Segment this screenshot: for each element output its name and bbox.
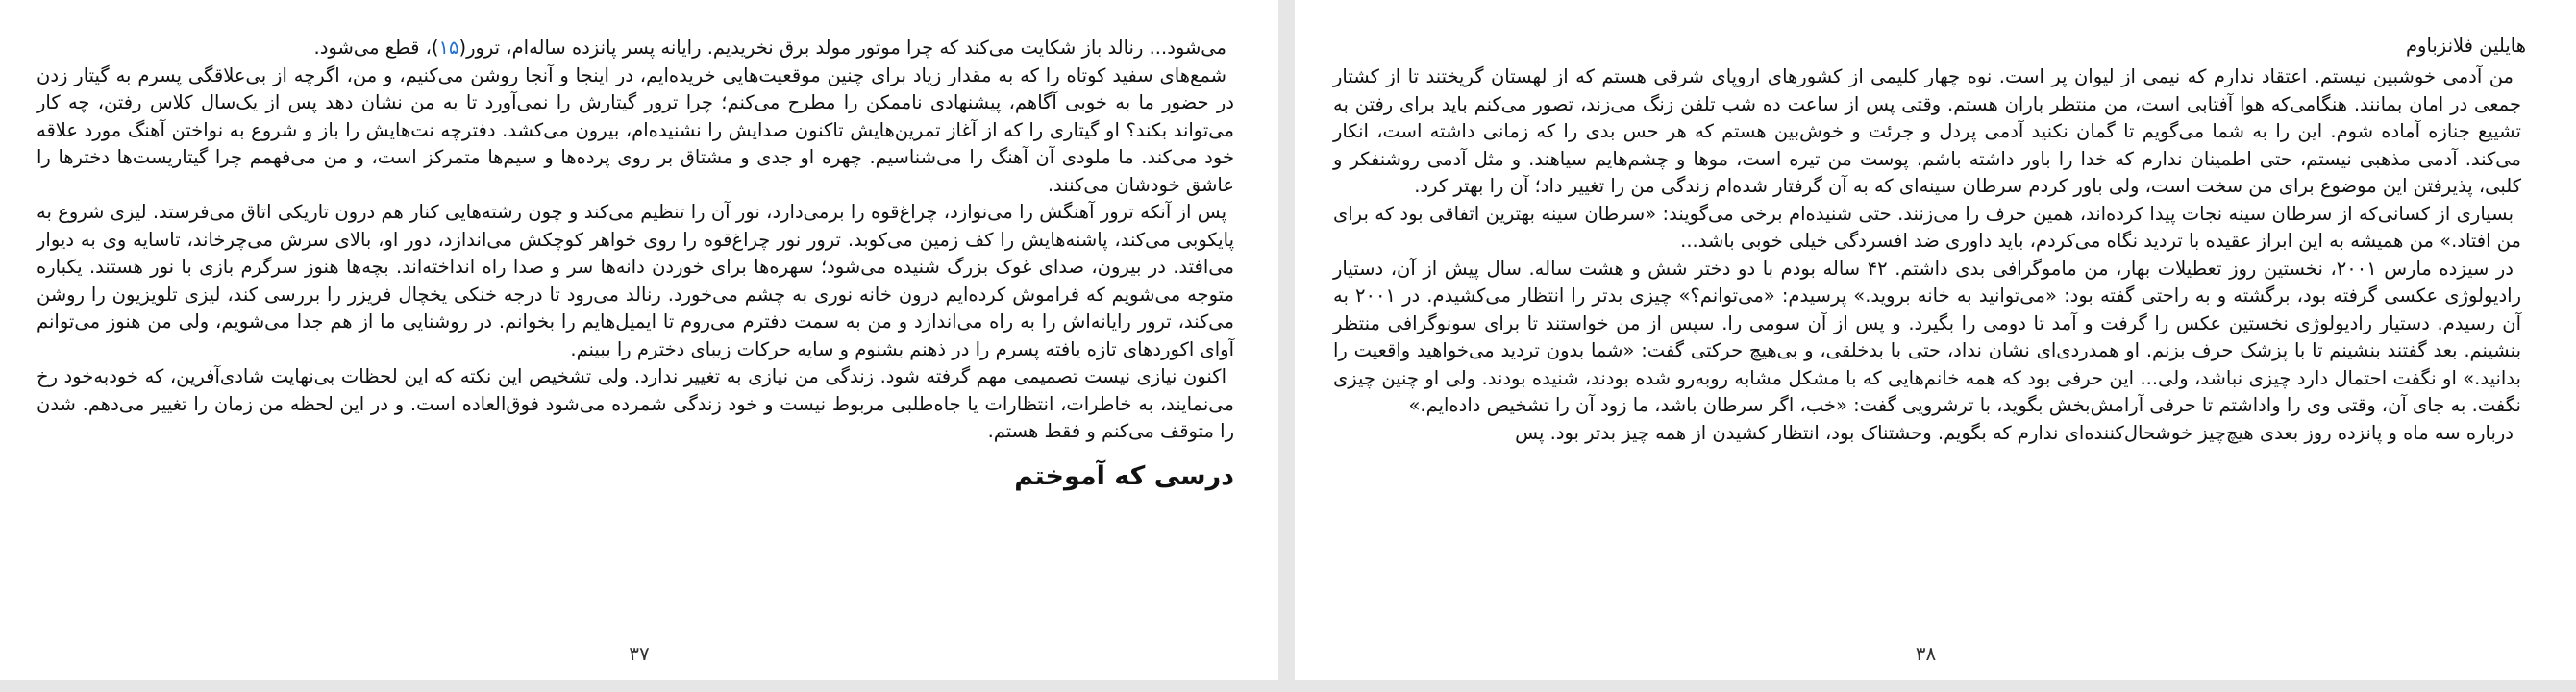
footnote-link[interactable]: ۱۵ [438, 37, 459, 59]
viewer-bottom-edge [0, 680, 2576, 692]
paragraph: بسیاری از کسانی‌که از سرطان سینه نجات پیدا کرده‌اند، همین حرف را می‌زنند. حتی شنیده‌ام برخی می‌گویند: «سرطان سینه بهترین اتفاقی بود که برای من افتاد.» من همیشه به این ابراز عقیده با تردید نگاه می‌کردم، باید داوری ضد افسردگی خیلی خوبی باشد... [1333, 202, 2521, 252]
paragraph: می‌شود... رنالد باز شکایت می‌کند که چرا موتور مولد برق نخریدیم. رایانه پسر پانزده ساله‌ام، ترور(۱۵)، قطع می‌شود. [313, 37, 1226, 59]
paragraph: در سیزده مارس ۲۰۰۱، نخستین روز تعطیلات بهار، من ماموگرافی بدی داشتم. ۴۲ ساله بودم با دو دختر شش و هشت ساله. سال پیش از آن، دستیار رادیولوژی عکسی گرفته بود، برگشته و به راحتی گفته بود: «می‌توانید به خانه بروید.» پرسیدم: «می‌توانم؟» چیزی بدتر را انتظار می‌کشیدم. در ۲۰۰۱ به آن رسیدم. دستیار رادیولوژی نخستین عکس را گرفت و آمد تا دومی را بگیرد. و پس از آن سومی را. سپس از من خواستند تا برای سونوگرافی منتظر بنشینم. بعد گفتند بنشینم تا با پزشک حرف بزنم. او همدردی‌ای نشان نداد، حتی با بدخلقی، و بی‌هیچ حرکتی گفت: «شما بدون تردید می‌خواهید واقعیت را بدانید.» او نگفت احتمال دارد چیزی نباشد، ولی... این حرفی بود که همه خانم‌هایی که با مشکل مشابه روبه‌رو شده بودند، شنیده بودند. ولی او چنین چیزی نگفت. به جای آن، وقتی وی را واداشتم تا حرفی آرامش‌بخش بگوید، با ترشرویی گفت: «خب، اگر سرطان باشد، ما زود آن را تشخیص داده‌ایم.» [1333, 257, 2521, 416]
paragraph: من آدمی خوشبین نیستم. اعتقاد ندارم که نیمی از لیوان پر است. نوه چهار کلیمی از کشورهای اروپای شرقی هستم که از لهستان گریختند تا از کشتار جمعی در امان بمانند. هنگامی‌که هوا آفتابی است، من منتظر باران هستم. وقتی پس از ساعت ده شب تلفن زنگ می‌زند، تصور می‌کنم باید برای رفتن به تشییع جنازه آماده شوم. این را به شما می‌گویم تا گمان نکنید آدمی پردل و جرئت و خوش‌بین هستم که هر حس بدی را که زمانی داشته است، انکار می‌کند. آدمی مذهبی نیستم، حتی اطمینان ندارم که خدا را باور داشته باشم. پوست من تیره است، موها و چشم‌هایم سیاهند. و مثل آدمی روشنفکر و کلبی، پذیرفتن این موضوع برای من سخت است، ولی باور کردم سرطان سینه‌ای که به آن گرفتار شده‌ام زندگی من را تغییر داد؛ آن را بهتر کرد. [1333, 65, 2521, 197]
paragraph: پس از آنکه ترور آهنگش را می‌نوازد، چراغ‌قوه را برمی‌دارد، نور آن را تنظیم می‌کند و چون رشته‌هایی کنار هم درون تاریکی اتاق می‌فرستد. لیزی شروع به پایکوبی می‌کند، پاشنه‌هایش را کف زمین می‌کوبد. ترور نور چراغ‌قوه را روی خواهر کوچکش می‌اندازد، دور او، بالای سرش می‌چرخاند، تاسایه وی به دیوار می‌افتد. در بیرون، صدای غوک بزرگ شنیده می‌شود؛ سهره‌ها برای خوردن دانه‌ها سر و صدا راه انداخته‌اند. بچه‌ها هنوز سرگرم بازی با نور هستند. یکباره متوجه می‌شویم که فراموش کرده‌ایم درون خانه نوری به چشم می‌خورد. رنالد می‌رود تا درجه خنکی یخچال فریزر را بررسی کند، لیزی تلویزیون را روشن می‌کند، ترور رایانه‌اش را به راه می‌اندازد و من به سمت دفترم می‌روم تا ایمیل‌هایم را بخوانم. در روشنایی ما از هم جدا می‌شویم، ولی من هنوز می‌توانم آوای اکوردهای تازه یافته پسرم را در ذهنم بشنوم و سایه حرکات زیبای دخترم را ببینم. [37, 201, 1234, 360]
left-page-body [37, 35, 1234, 494]
paragraph: شمع‌های سفید کوتاه را که به مقدار زیاد برای چنین موقعیت‌هایی خریده‌ایم، در اینجا و آنجا روشن می‌کنیم، و من، اگرچه از بی‌علاقگی پسرم به گیتار زدن در حضور ما به خوبی آگاهم، پیشنهادی ناممکن را مطرح می‌کنم؛ چرا ترور گیتارش را نمی‌آورد تا به من نشان دهد پس از یک‌سال کلاس رفتن، چه کار می‌تواند بکند؟ او گیتاری را که از آغاز تمرین‌هایش تاکنون صدایش را نشنیده‌ام، بیرون می‌کشد. دفترچه نت‌هایش را باز و شروع به نواختن آهنگ مورد علاقه خود می‌کند. ما ملودی آن آهنگ را می‌شناسیم. چهره او جدی و مشتاق بر روی پرده‌ها و سیم‌ها متمرکز است، و من می‌فهمم چرا گیتاریست‌ها دخترها را عاشق خودشان می‌کنند. [37, 63, 1234, 196]
left-page [0, 0, 1278, 680]
paragraph: درباره سه ماه و پانزده روز بعدی هیچ‌چیز خوشحال‌کننده‌ای ندارم که بگویم. وحشتناک بود، انتظار کشیدن از همه چیز بدتر بود. پس [1515, 421, 2514, 444]
page-number: ۳۸ [1915, 642, 1937, 665]
section-heading: درسی که آموختم [1014, 460, 1234, 491]
page-gutter [1278, 0, 1295, 692]
paragraph: اکنون نیازی نیست تصمیمی مهم گرفته شود. زندگی من نیازی به تغییر ندارد. ولی تشخیص این نکته که این لحظات بی‌نهایت شادی‌آفرین، که خودبه‌خود رخ می‌نمایند، به خاطرات، انتظارات یا جاه‌طلبی مربوط نیست و خود زندگی شمرده می‌شود فوق‌العاده است. و در این لحظه من زمان را تغییر می‌دهم. شدن را متوقف می‌کنم و فقط هستم. [37, 365, 1234, 442]
page-number: ۳۷ [629, 642, 650, 665]
right-page [1295, 0, 2576, 680]
running-header: هایلین فلانزباوم [2405, 35, 2526, 57]
right-page-body [1333, 63, 2521, 447]
